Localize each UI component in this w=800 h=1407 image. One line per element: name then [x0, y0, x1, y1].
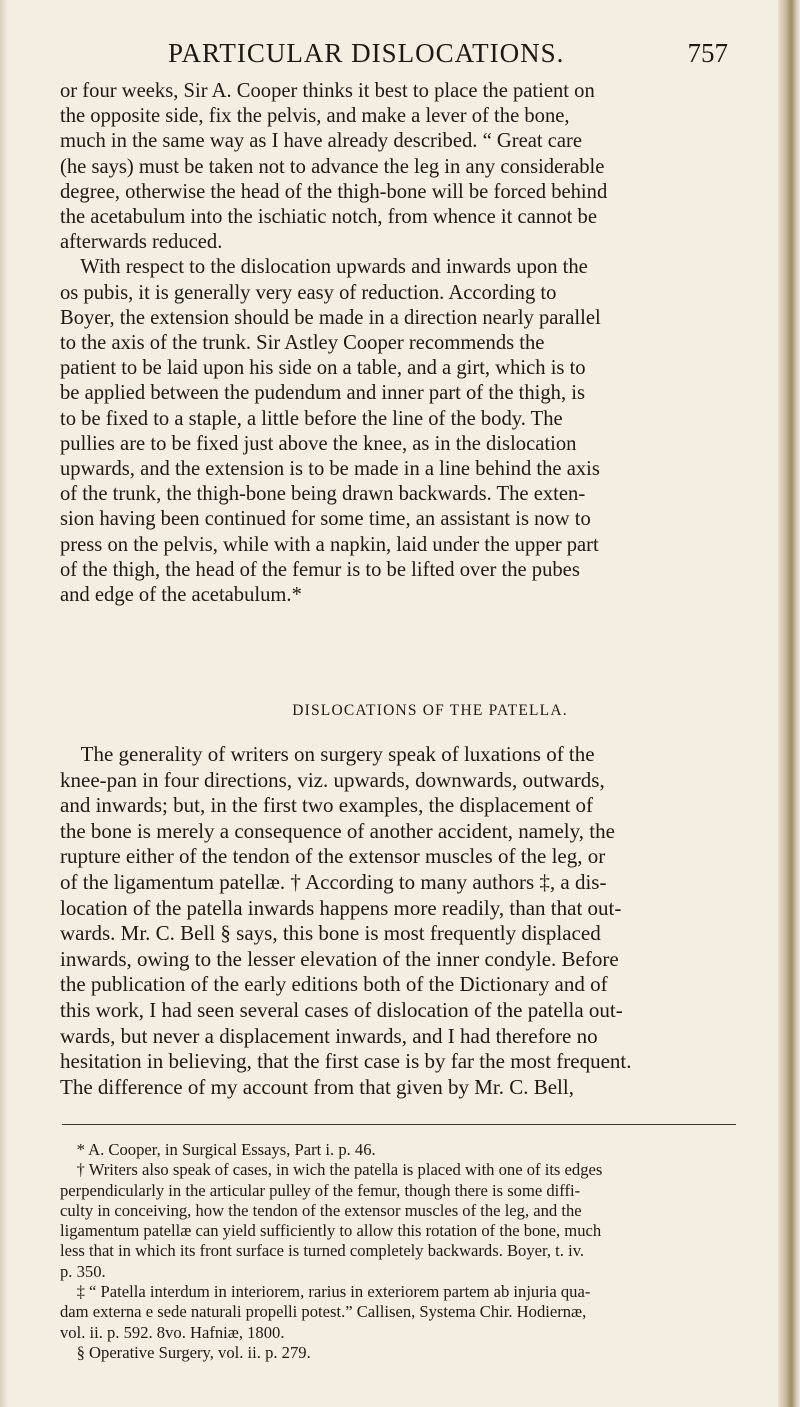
page-number: 757: [687, 38, 728, 68]
footnote-line: perpendicularly in the articular pulley of the femur, though there is some diffi-: [60, 1180, 581, 1200]
text-line: pullies are to be fixed just above the knee, as in the dislocation: [60, 432, 577, 455]
footnote-line: p. 350.: [60, 1261, 106, 1281]
text-line: rupture either of the tendon of the extensor muscles of the leg, or: [60, 844, 606, 869]
page-header: [168, 38, 728, 74]
text-line: The difference of my account from that given by Mr. C. Bell,: [60, 1074, 574, 1099]
footnote-divider: [62, 1124, 736, 1125]
footnote-line: dam externa e sede naturali propelli potest.” Callisen, Systema Chir. Hodiernæ,: [60, 1302, 587, 1322]
text-line: wards. Mr. C. Bell § says, this bone is most frequently displaced: [60, 921, 601, 946]
text-line: the bone is merely a consequence of another accident, namely, the: [60, 818, 615, 843]
text-line: sion having been continued for some time, an assistant is now to: [60, 508, 591, 531]
text-line: location of the patella inwards happens more readily, than that out-: [60, 895, 622, 920]
text-line: The generality of writers on surgery speak of luxations of the: [60, 742, 595, 766]
footnotes: [60, 1140, 796, 1363]
section-heading: [0, 702, 800, 720]
footnote-line: † Writers also speak of cases, in wich the patella is placed with one of its edges: [60, 1160, 603, 1180]
text-line: os pubis, it is generally very easy of reduction. According to: [60, 281, 557, 304]
text-line: to be fixed to a staple, a little before the line of the body. The: [60, 407, 563, 430]
text-line: Boyer, the extension should be made in a direction nearly parallel: [60, 306, 601, 329]
text-line: (he says) must be taken not to advance the leg in any considerable: [60, 155, 605, 178]
text-line: or four weeks, Sir A. Cooper thinks it best to place the patient on: [60, 80, 595, 102]
text-line: press on the pelvis, while with a napkin, laid under the upper part: [60, 533, 599, 556]
text-line: patient to be laid upon his side on a table, and a girt, which is to: [60, 357, 586, 380]
text-line: much in the same way as I have already described. “ Great care: [60, 130, 583, 153]
text-line: be applied between the pudendum and inner part of the thigh, is: [60, 382, 585, 405]
text-line: hesitation in believing, that the first case is by far the most frequent.: [60, 1049, 632, 1074]
text-line: the opposite side, fix the pelvis, and make a lever of the bone,: [60, 105, 570, 128]
text-line: upwards, and the extension is to be made in a line behind the axis: [60, 458, 600, 481]
footnote-line: vol. ii. p. 592. 8vo. Hafniæ, 1800.: [60, 1322, 285, 1342]
text-line: and inwards; but, in the first two examples, the displacement of: [60, 793, 594, 818]
footnote-line: less that in which its front surface is turned completely backwards. Boyer, t. iv.: [60, 1241, 585, 1261]
text-line: afterwards reduced.: [60, 231, 223, 254]
footnote-line: culty in conceiving, how the tendon of the extensor muscles of the leg, and the: [60, 1200, 582, 1220]
footnote-line: * A. Cooper, in Surgical Essays, Part i. p. 46.: [60, 1140, 376, 1159]
footnote-line: ligamentum patellæ can yield sufficiently to allow this rotation of the bone, much: [60, 1221, 602, 1241]
text-line: to the axis of the trunk. Sir Astley Cooper recommends the: [60, 332, 545, 355]
text-line: of the thigh, the head of the femur is to be lifted over the pubes: [60, 558, 580, 581]
running-head: PARTICULAR DISLOCATIONS.: [168, 38, 565, 68]
text-line: the publication of the early editions both of the Dictionary and of: [60, 972, 608, 997]
text-line: inwards, owing to the lesser elevation of the inner condyle. Before: [60, 946, 619, 971]
main-text-lower: [60, 742, 796, 1100]
text-line: wards, but never a displacement inwards, and I had therefore no: [60, 1023, 598, 1048]
text-line: the acetabulum into the ischiatic notch, from whence it cannot be: [60, 206, 597, 229]
footnote-line: ‡ “ Patella interdum in interiorem, rarius in exteriorem partem ab injuria qua-: [60, 1282, 591, 1302]
text-line: and edge of the acetabulum.*: [60, 584, 302, 607]
footnote-line: § Operative Surgery, vol. ii. p. 279.: [60, 1342, 311, 1362]
text-line: this work, I had seen several cases of dislocation of the patella out-: [60, 997, 623, 1022]
text-line: of the ligamentum patellæ. † According to many authors ‡, a dis-: [60, 869, 607, 894]
text-line: of the trunk, the thigh-bone being drawn backwards. The exten-: [60, 483, 586, 506]
main-text-upper: [60, 79, 796, 608]
text-line: degree, otherwise the head of the thigh-bone will be forced behind: [60, 180, 608, 203]
text-line: knee-pan in four directions, viz. upwards, downwards, outwards,: [60, 767, 605, 792]
section-heading-text: DISLOCATIONS OF THE PATELLA.: [292, 702, 568, 719]
text-line: With respect to the dislocation upwards and inwards upon the: [60, 256, 588, 279]
